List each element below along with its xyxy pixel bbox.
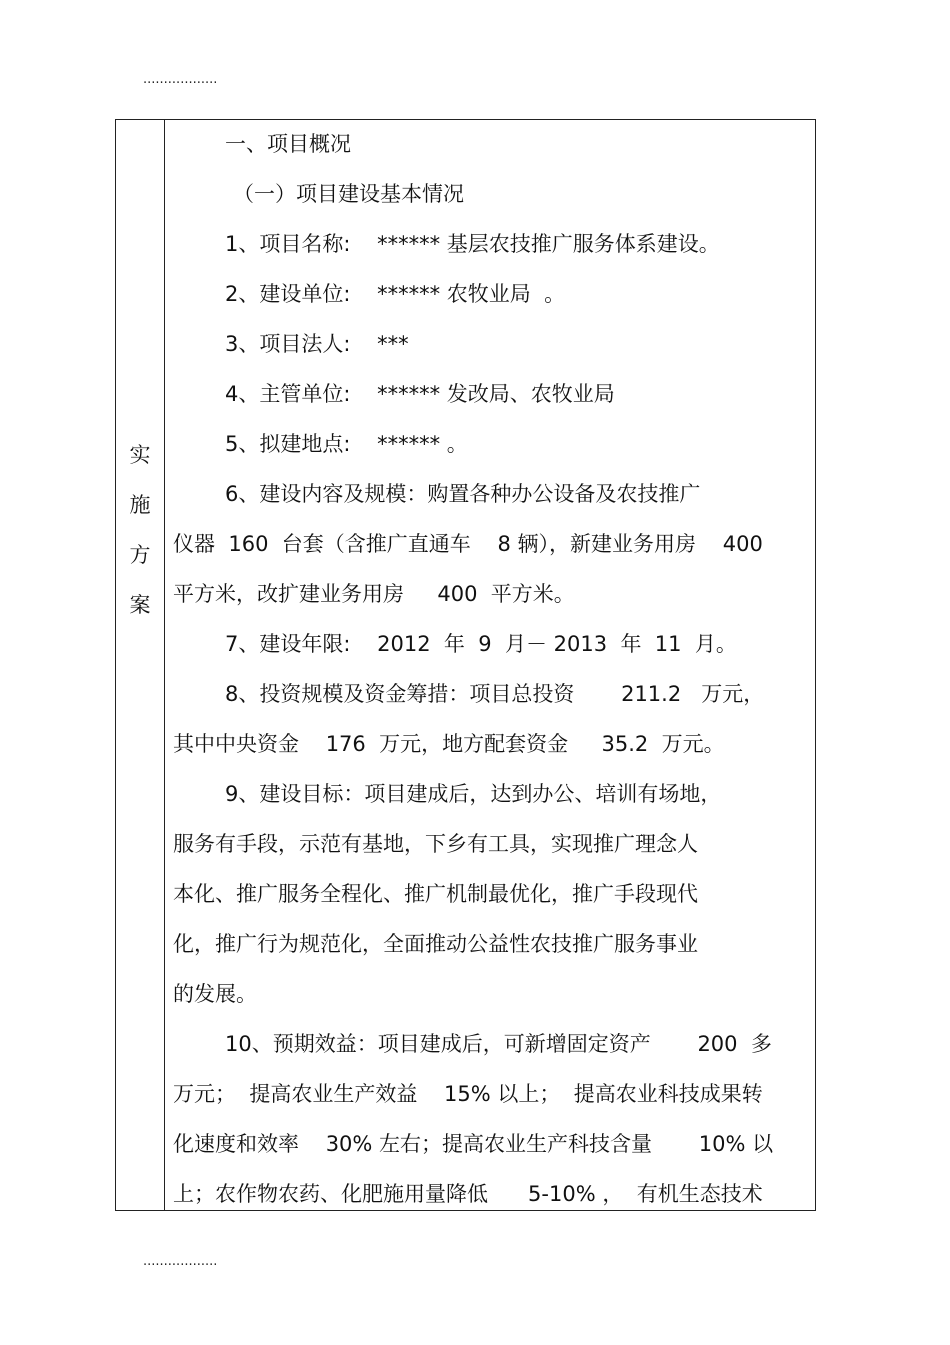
header-dots: .................. [143,72,218,87]
item-benefits-cont: 万元； 提高农业生产效益 15% 以上； 提高农业科技成果转 [173,1082,763,1106]
item-location: 5、拟建地点: ****** 。 [225,432,468,456]
side-label-char: 案 [129,593,151,617]
item-goals-cont: 的发展。 [173,982,257,1006]
item-goals-cont: 化，推广行为规范化，全面推动公益性农技推广服务事业 [173,932,698,956]
item-investment-cont: 其中中央资金 176 万元，地方配套资金 35.2 万元。 [173,732,725,756]
subsection-heading: （一）项目建设基本情况 [233,182,464,206]
item-supervising-unit: 4、主管单位: ****** 发改局、农牧业局 [225,382,615,406]
section-heading: 一、项目概况 [225,132,351,156]
side-label-char: 方 [129,543,151,567]
side-label-char: 施 [129,493,151,517]
item-benefits: 10、预期效益：项目建成后，可新增固定资产 200 多 [225,1032,772,1056]
item-investment: 8、投资规模及资金筹措：项目总投资 211.2 万元， [225,682,765,706]
item-content-scale-cont: 仪器 160 台套（含推广直通车 8 辆），新建业务用房 400 [173,532,763,556]
item-benefits-cont: 化速度和效率 30% 左右；提高农业生产科技含量 10% 以 [173,1132,774,1156]
item-goals-cont: 本化、推广服务全程化、推广机制最优化，推广手段现代 [173,882,698,906]
item-legal-person: 3、项目法人: *** [225,332,409,356]
column-divider [164,120,165,1210]
item-goals: 9、建设目标：项目建成后，达到办公、培训有场地， [225,782,722,806]
item-goals-cont: 服务有手段，示范有基地，下乡有工具，实现推广理念人 [173,832,698,856]
side-label-char: 实 [129,443,151,467]
footer-dots: .................. [143,1254,218,1269]
side-label-implementation-plan [116,430,164,630]
item-content-scale-cont: 平方米，改扩建业务用房 400 平方米。 [173,582,575,606]
item-project-name: 1、项目名称: ****** 基层农技推广服务体系建设。 [225,232,720,256]
item-benefits-cont: 上；农作物农药、化肥施用量降低 5-10% ， 有机生态技术 [173,1182,763,1206]
plan-table [115,119,816,1211]
item-construction-unit: 2、建设单位: ****** 农牧业局 。 [225,282,566,306]
item-content-scale: 6、建设内容及规模：购置各种办公设备及农技推广 [225,482,701,506]
item-duration: 7、建设年限: 2012 年 9 月－ 2013 年 11 月。 [225,632,737,656]
